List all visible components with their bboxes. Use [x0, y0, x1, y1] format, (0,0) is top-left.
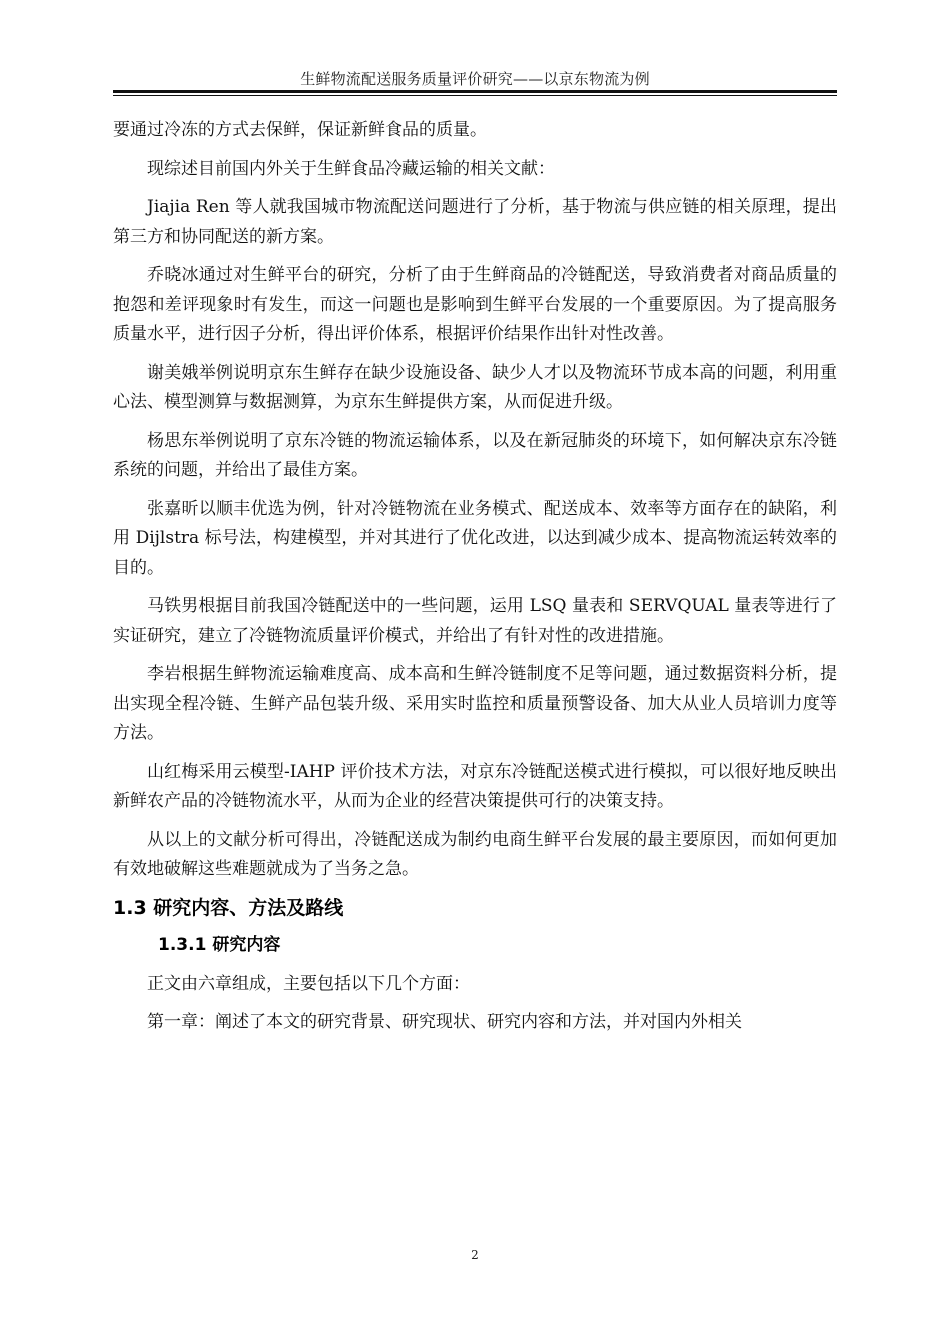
- paragraph-chapter-one: 第一章：阐述了本文的研究背景、研究现状、研究内容和方法，并对国内外相关: [147, 1012, 742, 1032]
- paragraph-zhang-jiaxin: 张嘉昕以顺丰优选为例，针对冷链物流在业务模式、配送成本、效率等方面存在的缺陷，利用 Dijlstra 标号法，构建模型，并对其进行了优化改进，以达到减少成本、提高物流运转效率的目的。: [113, 498, 837, 578]
- paragraph-yang-sidong: 杨思东举例说明了京东冷链的物流运输体系，以及在新冠肺炎的环境下，如何解决京东冷链系统的问题，并给出了最佳方案。: [113, 430, 837, 480]
- subsection-heading: 1.3.1 研究内容: [158, 934, 281, 955]
- paragraph-qiao-xiaobing: 乔晓冰通过对生鲜平台的研究，分析了由于生鲜商品的冷链配送，导致消费者对商品质量的抱怨和差评现象时有发生，而这一问题也是影响到生鲜平台发展的一个重要原因。为了提高服务质量水平，进行因子分析，得出评价体系，根据评价结果作出针对性改善。: [113, 265, 837, 344]
- header-rule-thick: [113, 90, 837, 93]
- section-heading: 1.3 研究内容、方法及路线: [113, 896, 344, 919]
- body-text: [113, 116, 837, 1047]
- paragraph-li-yan: 李岩根据生鲜物流运输难度高、成本高和生鲜冷链制度不足等问题，通过数据资料分析，提出实现全程冷链、生鲜产品包装升级、采用实时监控和质量预警设备、加大从业人员培训力度等方法。: [113, 664, 837, 743]
- header-rule-thin: [113, 95, 837, 96]
- paragraph-chapter-overview: 正文由六章组成，主要包括以下几个方面：: [147, 973, 470, 994]
- paragraph-xie-meie: 谢美娥举例说明京东生鲜存在缺少设施设备、缺少人才以及物流环节成本高的问题，利用重心法、模型测算与数据测算，为京东生鲜提供方案，从而促进升级。: [113, 362, 837, 412]
- paragraph-summary: 从以上的文献分析可得出，冷链配送成为制约电商生鲜平台发展的最主要原因，而如何更加有效地破解这些难题就成为了当务之急。: [113, 829, 837, 879]
- paragraph-shan-hongmei: 山红梅采用云模型-IAHP 评价技术方法，对京东冷链配送模式进行模拟，可以很好地反映出新鲜农产品的冷链物流水平，从而为企业的经营决策提供可行的决策支持。: [113, 761, 837, 811]
- paragraph-continuation: 要通过冷冻的方式去保鲜，保证新鲜食品的质量。: [113, 120, 487, 140]
- running-header-title: 生鲜物流配送服务质量评价研究——以京东物流为例: [300, 70, 650, 88]
- paragraph-ma-tienan: 马铁男根据目前我国冷链配送中的一些问题，运用 LSQ 量表和 SERVQUAL 量表等进行了实证研究，建立了冷链物流质量评价模式，并给出了有针对性的改进措施。: [113, 596, 837, 646]
- paragraph-intro: 现综述目前国内外关于生鲜食品冷藏运输的相关文献：: [147, 158, 555, 179]
- page-number: 2: [471, 1248, 479, 1262]
- paragraph-jiajia-ren: Jiajia Ren 等人就我国城市物流配送问题进行了分析，基于物流与供应链的相关原理，提出第三方和协同配送的新方案。: [113, 197, 837, 247]
